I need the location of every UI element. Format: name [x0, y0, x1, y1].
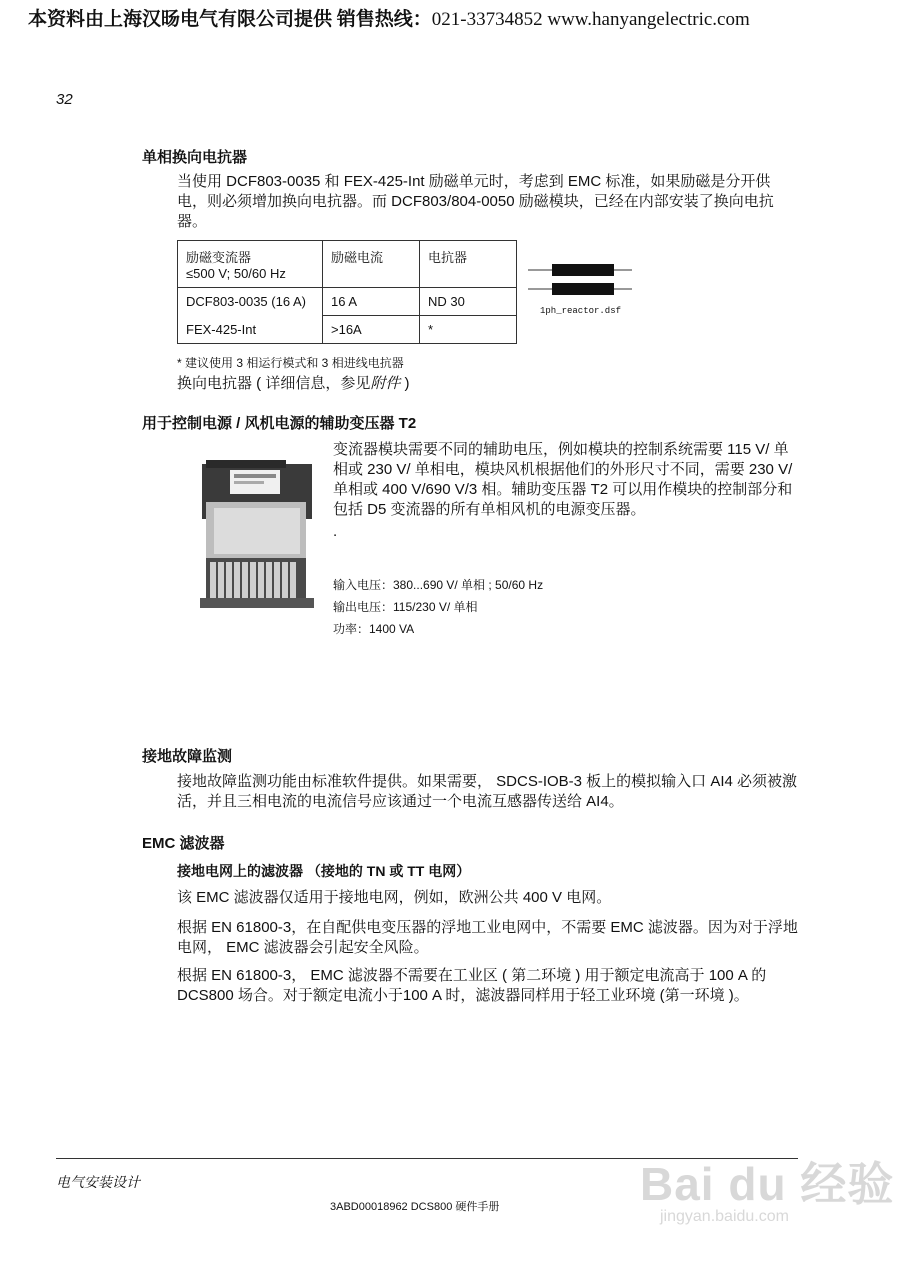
reference-link[interactable]: 附件: [370, 375, 401, 392]
table-row: [178, 288, 517, 316]
section-body-transformer: 变流器模块需要不同的辅助电压，例如模块的控制系统需要 115 V/ 单相或 230 V/ 单相电，模块风机根据他们的外形尺寸不同，需要 230 V/ 单相或 400 V/690 V/3 相。辅助变压器 T2 可以用作模块的控制部分和 包括 D5 变流器的所有单相风机的电源变压器。: [333, 441, 793, 518]
body-dot: .: [333, 523, 338, 540]
banner-left-text: 本资料由上海汉旸电气有限公司提供 销售热线：: [28, 9, 432, 30]
watermark-url: jingyan.baidu.com: [660, 1208, 789, 1225]
spec-output-voltage: 输出电压：115/230 V/ 单相: [333, 600, 478, 614]
reactor-symbol-icon: [528, 258, 638, 302]
section-title-transformer: 用于控制电源 / 风机电源的辅助变压器 T2: [142, 415, 417, 432]
table-cell: *: [420, 316, 517, 344]
emc-paragraph-3: 根据 EN 61800-3， EMC 滤波器不需要在工业区 ( 第二环境 ) 用于额定电流高于 100 A 的DCS800 场合。对于额定电流小于100 A 时，滤波器同样用于轻工业环境 (第一环境 )。: [177, 967, 767, 1004]
table-cell: ND 30: [420, 288, 517, 316]
watermark-brand: Bai du 经验: [640, 1158, 895, 1210]
spec-power: 功率：1400 VA: [333, 622, 415, 636]
reactor-table: [177, 240, 517, 344]
spec-list: [333, 574, 543, 640]
table-header-row: [178, 241, 517, 288]
emc-paragraph-2: 根据 EN 61800-3，在自配供电变压器的浮地工业电网中，不需要 EMC 滤波器。因为对于浮地电网， EMC 滤波器会引起安全风险。: [177, 919, 798, 956]
table-footnote: * 建议使用 3 相运行模式和 3 相进线电抗器: [177, 356, 404, 370]
header-banner: [28, 4, 750, 31]
emc-paragraph-1: 该 EMC 滤波器仅适用于接地电网，例如，欧洲公共 400 V 电网。: [177, 889, 612, 906]
table-cell: 16 A: [323, 288, 420, 316]
spec-input-voltage: 输入电压：380...690 V/ 单相 ; 50/60 Hz: [333, 578, 544, 592]
section-title-emc: EMC 滤波器: [142, 835, 225, 852]
emc-subtitle: 接地电网上的滤波器 （接地的 TN 或 TT 电网）: [177, 863, 471, 879]
table-row: [178, 316, 517, 344]
section-body-reactor: 当使用 DCF803-0035 和 FEX-425-Int 励磁单元时，考虑到 EMC 标准，如果励磁是分开供电，则必须增加换向电抗器。而 DCF803/804-0050 励磁模块，已经在内部安装了换向电抗器。: [177, 173, 774, 230]
footer-section-title: 电气安装设计: [56, 1176, 140, 1191]
table-header-cell: 励磁变流器 ≤500 V; 50/60 Hz: [178, 241, 323, 288]
reference-line: [177, 374, 410, 394]
figure-caption: 1ph_reactor.dsf: [540, 306, 622, 316]
table-cell: >16A: [323, 316, 420, 344]
transformer-photo: [196, 458, 318, 613]
banner-right-text: 021-33734852 www.hanyangelectric.com: [431, 9, 750, 30]
table-cell: FEX-425-Int: [178, 316, 323, 344]
reference-text: 换向电抗器 ( 详细信息，参见: [177, 375, 371, 392]
page-number: 32: [56, 91, 73, 108]
table-header-cell: 电抗器: [420, 241, 517, 288]
footer-document-id: 3ABD00018962 DCS800 硬件手册: [330, 1201, 500, 1213]
watermark: [640, 1148, 894, 1226]
table-header-cell: 励磁电流: [323, 241, 420, 288]
section-title-reactor: 单相换向电抗器: [142, 149, 248, 166]
reference-end: ): [404, 375, 410, 392]
section-body-ground-fault: 接地故障监测功能由标准软件提供。如果需要， SDCS-IOB-3 板上的模拟输入口 AI4 必须被激活，并且三相电流的电流信号应该通过一个电流互感器传送给 AI4。: [177, 773, 798, 810]
table-cell: DCF803-0035 (16 A): [178, 288, 323, 316]
section-title-ground-fault: 接地故障监测: [142, 748, 233, 765]
